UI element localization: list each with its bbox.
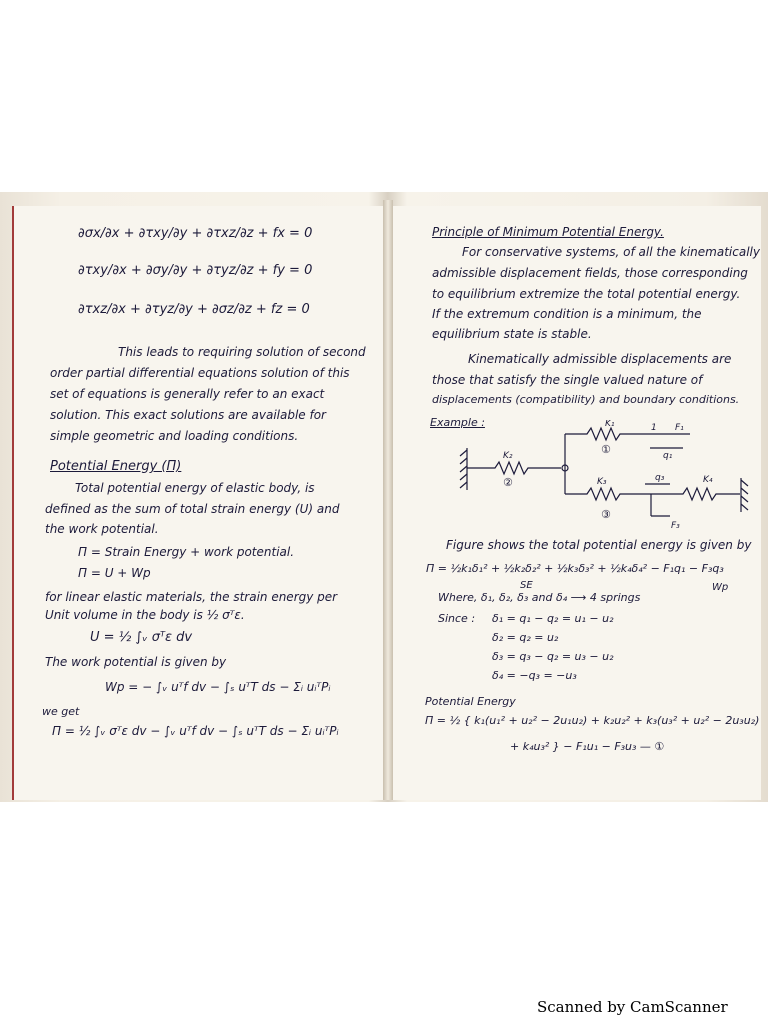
fig-q1: q₁ [663, 451, 673, 461]
right-para1-line-1: For conservative systems, of all the kinematically [462, 245, 760, 259]
para1-line-2: order partial differential equations solution of this [50, 366, 350, 380]
para3-line-1: for linear elastic materials, the strain energy per [45, 590, 338, 604]
spring-system-figure [455, 420, 755, 532]
since-eq-2: δ₂ = q₂ = u₂ [492, 631, 559, 644]
since-eq-4: δ₄ = −q₃ = −u₃ [492, 669, 577, 682]
since-label: Since : [438, 612, 476, 625]
we-get-label: we get [42, 705, 80, 718]
fig-f1: F₁ [675, 423, 684, 433]
fig-k4: K₄ [703, 475, 713, 485]
para2-line-1: Total potential energy of elastic body, is [75, 481, 315, 495]
potential-energy-label: Potential Energy [425, 695, 516, 708]
equilibrium-eq-3: ∂τxz/∂x + ∂τyz/∂y + ∂σz/∂z + fz = 0 [78, 302, 310, 317]
para1-line-5: simple geometric and loading conditions. [50, 429, 299, 443]
potential-energy-eq: Π = ½k₁δ₁² + ½k₂δ₂² + ½k₃δ₃² + ½k₄δ₄² − F₁q₁ − F₃q₃ [426, 562, 724, 575]
since-eq-1: δ₁ = q₁ − q₂ = u₁ − u₂ [492, 612, 614, 625]
work-potential-eq: Wp = − ∫ᵥ uᵀf dv − ∫ₛ uᵀT ds − Σᵢ uᵢᵀPᵢ [105, 680, 331, 694]
final-equation-line-1: Π = ½ { k₁(u₁² + u₂² − 2u₁u₂) + k₂u₂² + k₃(u₃² + u₂² − 2u₃u₂) [425, 714, 760, 727]
potential-energy-heading: Potential Energy (Π) [50, 459, 182, 474]
camscanner-watermark: Scanned by CamScanner [537, 998, 728, 1016]
equilibrium-eq-2: ∂τxy/∂x + ∂σy/∂y + ∂τyz/∂z + fy = 0 [78, 263, 313, 278]
since-eq-3: δ₃ = q₃ − q₂ = u₃ − u₂ [492, 650, 614, 663]
pi-definition: Π = Strain Energy + work potential. [78, 545, 295, 559]
work-potential-line: The work potential is given by [45, 655, 227, 669]
fig-k1: K₁ [605, 420, 615, 429]
final-equation-line-2: + k₄u₃² } − F₁u₁ − F₃u₃ — ① [510, 740, 665, 753]
fig-f3: F₃ [671, 521, 680, 531]
right-para2-line-3: displacements (compatibility) and boundary conditions. [432, 393, 740, 406]
pi-equation: Π = U + Wp [78, 566, 151, 580]
para3-line-2: Unit volume in the body is ½ σᵀε. [45, 608, 245, 622]
para2-line-2: defined as the sum of total strain energy (U) and [45, 502, 340, 516]
right-para2-line-2: those that satisfy the single valued nature of [432, 373, 703, 387]
fig-k2: K₂ [503, 451, 513, 461]
para2-line-3: the work potential. [45, 522, 159, 536]
para1-line-3: set of equations is generally refer to an exact [50, 387, 325, 401]
strain-energy-eq: U = ½ ∫ᵥ σᵀε dv [90, 630, 193, 645]
para1-line-4: solution. This exact solutions are available for [50, 408, 326, 422]
fig-k3: K₃ [597, 477, 607, 487]
fig-n2: ② [503, 476, 513, 489]
right-para1-line-4: If the extremum condition is a minimum, the [432, 307, 702, 321]
right-para2-line-1: Kinematically admissible displacements are [468, 352, 732, 366]
fig-n3: ③ [601, 508, 611, 521]
fig-n1: ① [601, 443, 611, 456]
example-label: Example : [430, 416, 485, 429]
figure-caption-line: Figure shows the total potential energy is given by [446, 538, 752, 552]
total-potential-eq: Π = ½ ∫ᵥ σᵀε dv − ∫ᵥ uᵀf dv − ∫ₛ uᵀT ds − Σᵢ uᵢᵀPᵢ [52, 724, 339, 738]
where-line: Where, δ₁, δ₂, δ₃ and δ₄ ⟶ 4 springs [438, 591, 641, 604]
right-para1-line-2: admissible displacement fields, those corresponding [432, 266, 748, 280]
se-label: SE [520, 580, 533, 591]
equilibrium-eq-1: ∂σx/∂x + ∂τxy/∂y + ∂τxz/∂z + fx = 0 [78, 226, 313, 241]
para1-line-1: This leads to requiring solution of second [118, 345, 366, 359]
right-para1-line-3: to equilibrium extremize the total potential energy. [432, 287, 741, 301]
notebook-gutter [383, 200, 393, 800]
minimum-pe-heading: Principle of Minimum Potential Energy. [432, 225, 664, 239]
fig-p1: 1 [651, 423, 657, 433]
wp-label: Wp [712, 582, 729, 593]
fig-q3: q₃ [655, 473, 665, 483]
right-para1-line-5: equilibrium state is stable. [432, 327, 592, 341]
